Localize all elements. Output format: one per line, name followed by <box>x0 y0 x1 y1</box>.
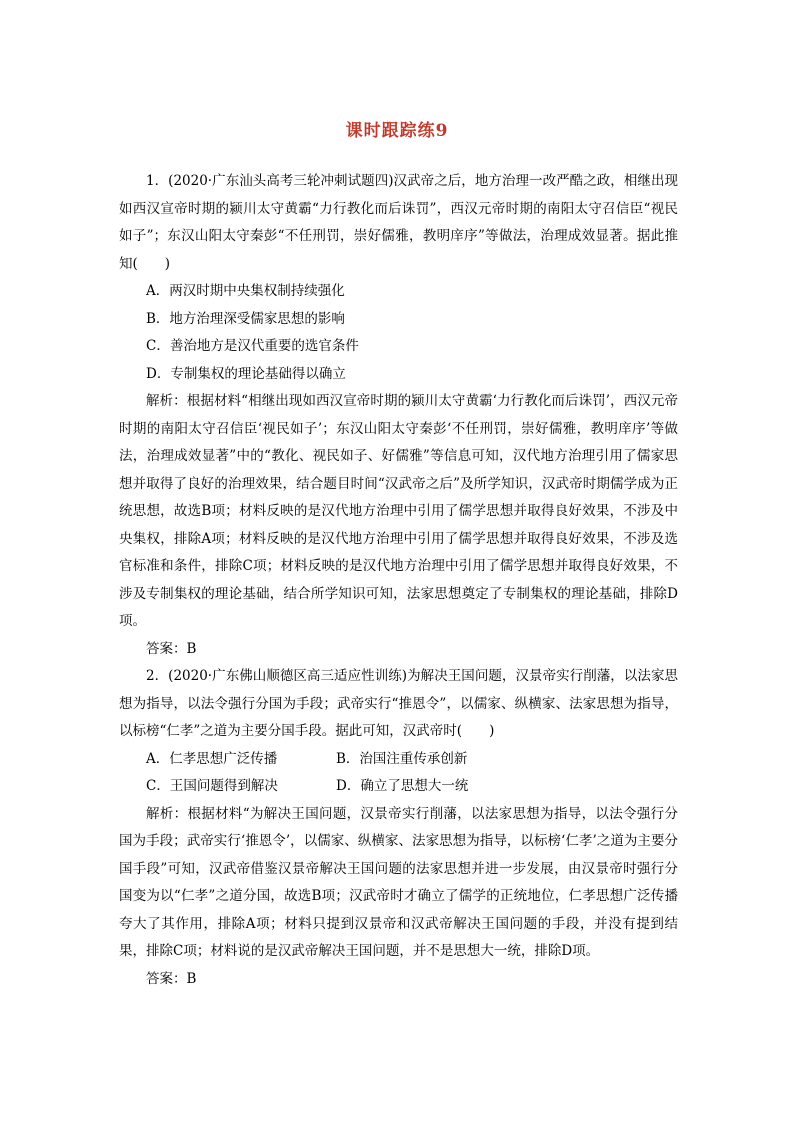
question-1-option-a: A．两汉时期中央集权制持续强化 <box>146 283 345 299</box>
document-body <box>119 168 678 993</box>
question-2-options-row-1 <box>119 746 678 774</box>
question-2-options-row-2 <box>119 773 678 801</box>
question-1-analysis: 解析：根据材料“相继出现如西汉宣帝时期的颍川太守黄霸‘力行教化而后诛罚’，西汉元帝时期的南阳太守召信臣‘视民如子’；东汉山阳太守秦彭‘不任刑罚，崇好儒雅，教明庠序’等做法，治理成效显著”中的“教化、视民如子、好儒雅”等信息可知，汉代地方治理引用了儒家思想并取得了良好的治理效果，结合题目时间“汉武帝之后”及所学知识，汉武帝时期儒学成为正统思想，故选B项；材料反映的是汉代地方治理中引用了儒学思想并取得良好效果，不涉及中央集权，排除A项；材料反映的是汉代地方治理中引用了儒学思想并取得良好效果，不涉及选官标准和条件，排除C项；材料反映的是汉代地方治理中引用了儒学思想并取得良好效果，不涉及专制集权的理论基础，结合所学知识可知，法家思想奠定了专制集权的理论基础，排除D项。 <box>119 393 678 629</box>
question-2-stem: 2．(2020·广东佛山顺德区高三适应性训练)为解决王国问题，汉景帝实行削藩，以法家思想为指导，以法令强行分国为手段；武帝实行“推恩令”，以儒家、纵横家、法家思想为指导，以标榜“仁孝”之道为主要分国手段。据此可知，汉武帝时( ) <box>119 668 678 739</box>
question-2 <box>119 663 678 993</box>
question-1-stem: 1．(2020·广东汕头高考三轮冲刺试题四)汉武帝之后，地方治理一改严酷之政，相继出现如西汉宣帝时期的颍川太守黄霸“力行教化而后诛罚”，西汉元帝时期的南阳太守召信臣“视民如子”；东汉山阳太守秦彭“不任刑罚，崇好儒雅，教明庠序”等做法，治理成效显著。据此推知( ) <box>119 173 678 272</box>
question-1-option-d: D．专制集权的理论基础得以确立 <box>146 365 346 382</box>
question-1-option-c: C．善治地方是汉代重要的选官条件 <box>146 338 359 354</box>
page-title: 课时跟踪练9 <box>345 121 449 141</box>
question-2-option-d: D．确立了思想大一统 <box>336 778 469 794</box>
question-1-option-b: B．地方治理深受儒家思想的影响 <box>146 310 345 327</box>
question-2-answer: 答案：B <box>146 970 197 987</box>
question-2-option-b: B．治国注重传承创新 <box>336 750 468 767</box>
question-1-answer: 答案：B <box>146 640 197 657</box>
question-2-analysis: 解析：根据材料“为解决王国问题，汉景帝实行削藩，以法家思想为指导，以法令强行分国为手段；武帝实行‘推恩令’，以儒家、纵横家、法家思想为指导，以标榜‘仁孝’之道为主要分国手段”可知，汉武帝借鉴汉景帝解决王国问题的法家思想并进一步发展，由汉景帝时强行分国变为以“仁孝”之道分国，故选B项；汉武帝时才确立了儒学的正统地位，仁孝思想广泛传播夸大了其作用，排除A项；材料只提到汉景帝和汉武帝解决王国问题的手段，并没有提到结果，排除C项；材料说的是汉武帝解决王国问题，并不是思想大一统，排除D项。 <box>119 805 678 959</box>
question-2-option-a: A．仁孝思想广泛传播 <box>146 750 278 767</box>
question-1 <box>119 168 678 663</box>
question-2-option-c: C．王国问题得到解决 <box>146 778 278 794</box>
